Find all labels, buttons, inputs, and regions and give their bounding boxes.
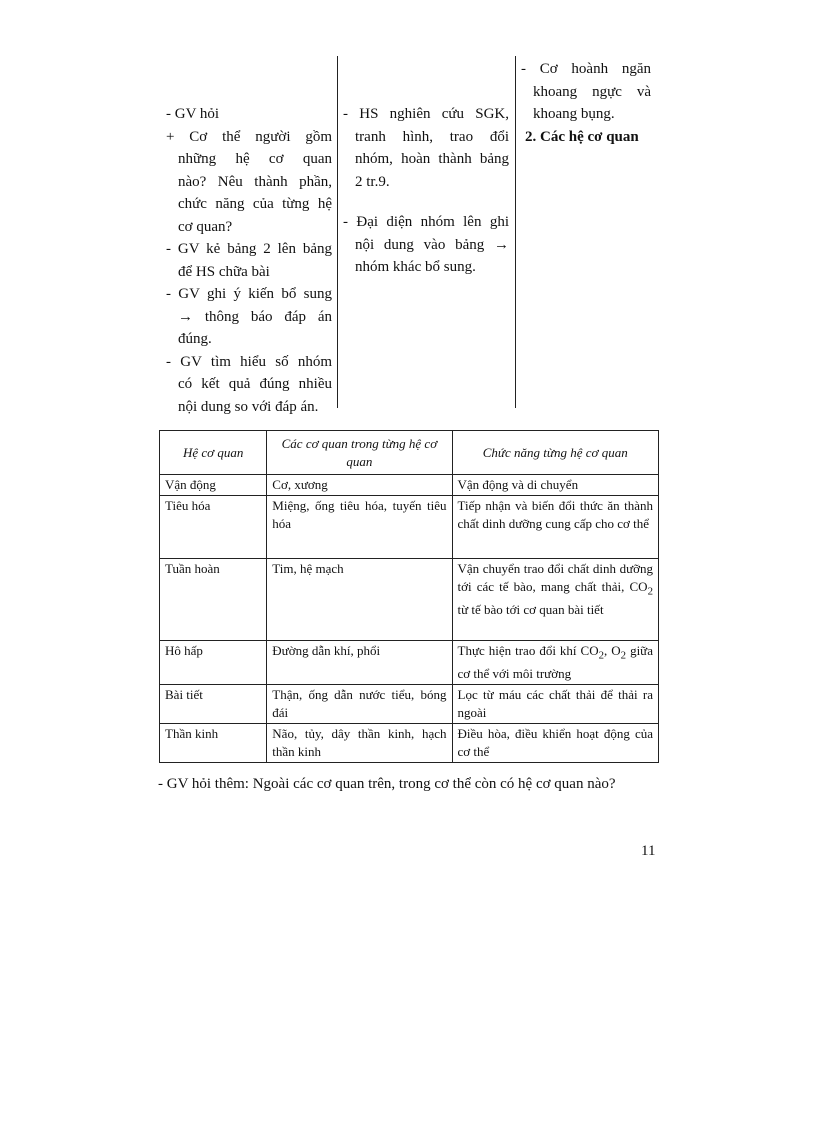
- teacher-line: - GV tìm hiểu số nhóm: [166, 353, 332, 370]
- teacher-line: nội dung so với đáp án.: [178, 398, 319, 415]
- cell-organs: Miệng, ống tiêu hóa, tuyến tiêu hóa: [267, 496, 452, 559]
- student-activity-column: [343, 103, 509, 279]
- cell-system: Bài tiết: [160, 684, 267, 723]
- organ-systems-table: [159, 430, 659, 763]
- teacher-line: + Cơ thể người gồm: [166, 128, 332, 145]
- table-row: [160, 641, 659, 685]
- teacher-line: những hệ cơ quan: [178, 151, 332, 167]
- student-line: [343, 193, 509, 211]
- header-function: Chức năng từng hệ cơ quan: [452, 431, 659, 475]
- column-divider-left: [337, 56, 338, 408]
- followup-question: - GV hỏi thêm: Ngoài các cơ quan trên, trong cơ thể còn có hệ cơ quan nào?: [158, 776, 616, 792]
- content-column: [521, 58, 651, 148]
- column-divider-right: [515, 56, 516, 408]
- teacher-line: - GV ghi ý kiến bổ sung: [166, 286, 332, 302]
- subscript: 2: [598, 649, 605, 662]
- teacher-line: - GV hỏi: [166, 106, 220, 122]
- student-line: - HS nghiên cứu SGK,: [343, 106, 509, 122]
- function-text: giữa cơ thể với môi trường: [457, 643, 653, 681]
- cell-function: [452, 641, 659, 685]
- table-row: [160, 475, 659, 496]
- teacher-line: chức năng của từng hệ: [178, 196, 332, 212]
- header-system: Hệ cơ quan: [160, 431, 267, 475]
- teacher-line: cơ quan?: [178, 218, 233, 235]
- table-row: [160, 559, 659, 641]
- function-text: Thực hiện trao đổi khí CO: [457, 643, 599, 658]
- cell-function: Điều hòa, điều khiển hoạt động của cơ thể: [452, 723, 659, 762]
- student-line: - Đại diện nhóm lên ghi: [343, 214, 509, 230]
- cell-organs: Đường dẫn khí, phổi: [267, 641, 452, 685]
- cell-function: Vận động và di chuyển: [452, 475, 659, 496]
- cell-organs: Cơ, xương: [267, 475, 452, 496]
- teacher-line: có kết quả đúng nhiều: [178, 376, 332, 392]
- student-line: 2 tr.9.: [355, 173, 390, 190]
- table-row: [160, 684, 659, 723]
- cell-system: Thần kinh: [160, 723, 267, 762]
- cell-function: Tiếp nhận và biến đổi thức ăn thành chất dinh dưỡng cung cấp cho cơ thể: [452, 496, 659, 559]
- teacher-line: → thông báo đáp án: [178, 308, 332, 325]
- cell-organs: Thận, ống dẫn nước tiểu, bóng đái: [267, 684, 452, 723]
- cell-system: Tiêu hóa: [160, 496, 267, 559]
- subscript: 2: [647, 585, 653, 598]
- table-header-row: [160, 431, 659, 475]
- cell-system: Tuần hoàn: [160, 559, 267, 641]
- table-row: [160, 496, 659, 559]
- table-row: [160, 723, 659, 762]
- cell-organs: Não, tủy, dây thần kinh, hạch thần kinh: [267, 723, 452, 762]
- page-number: 11: [641, 843, 656, 859]
- content-line: khoang bụng.: [533, 106, 615, 122]
- teacher-line: để HS chữa bài: [178, 263, 270, 280]
- student-line: nội dung vào bảng →: [355, 236, 509, 253]
- student-line: nhóm khác bổ sung.: [355, 259, 476, 275]
- cell-system: Hô hấp: [160, 641, 267, 685]
- header-organs: Các cơ quan trong từng hệ cơ quan: [267, 431, 452, 475]
- cell-function: Lọc từ máu các chất thải để thải ra ngoài: [452, 684, 659, 723]
- cell-function: [452, 559, 659, 641]
- teacher-line: - GV kẻ bảng 2 lên bảng: [166, 241, 332, 257]
- function-text: , O: [604, 643, 621, 658]
- content-line: khoang ngực và: [533, 83, 651, 100]
- cell-organs: Tim, hệ mạch: [267, 559, 452, 641]
- teacher-line: nào? Nêu thành phần,: [178, 173, 332, 190]
- subscript: 2: [620, 649, 627, 662]
- teacher-activity-column: [166, 103, 332, 418]
- cell-system: Vận động: [160, 475, 267, 496]
- student-line: tranh hình, trao đổi: [355, 128, 509, 145]
- teacher-line: đúng.: [178, 331, 212, 347]
- section-heading: 2. Các hệ cơ quan: [525, 128, 639, 145]
- function-text: Vận chuyển trao đổi chất dinh dưỡng tới các tế bào, mang chất thải, CO: [457, 561, 653, 594]
- student-line: nhóm, hoàn thành bảng: [355, 151, 509, 167]
- content-line: - Cơ hoành ngăn: [521, 61, 651, 77]
- function-text: từ tế bào tới cơ quan bài tiết: [457, 601, 604, 617]
